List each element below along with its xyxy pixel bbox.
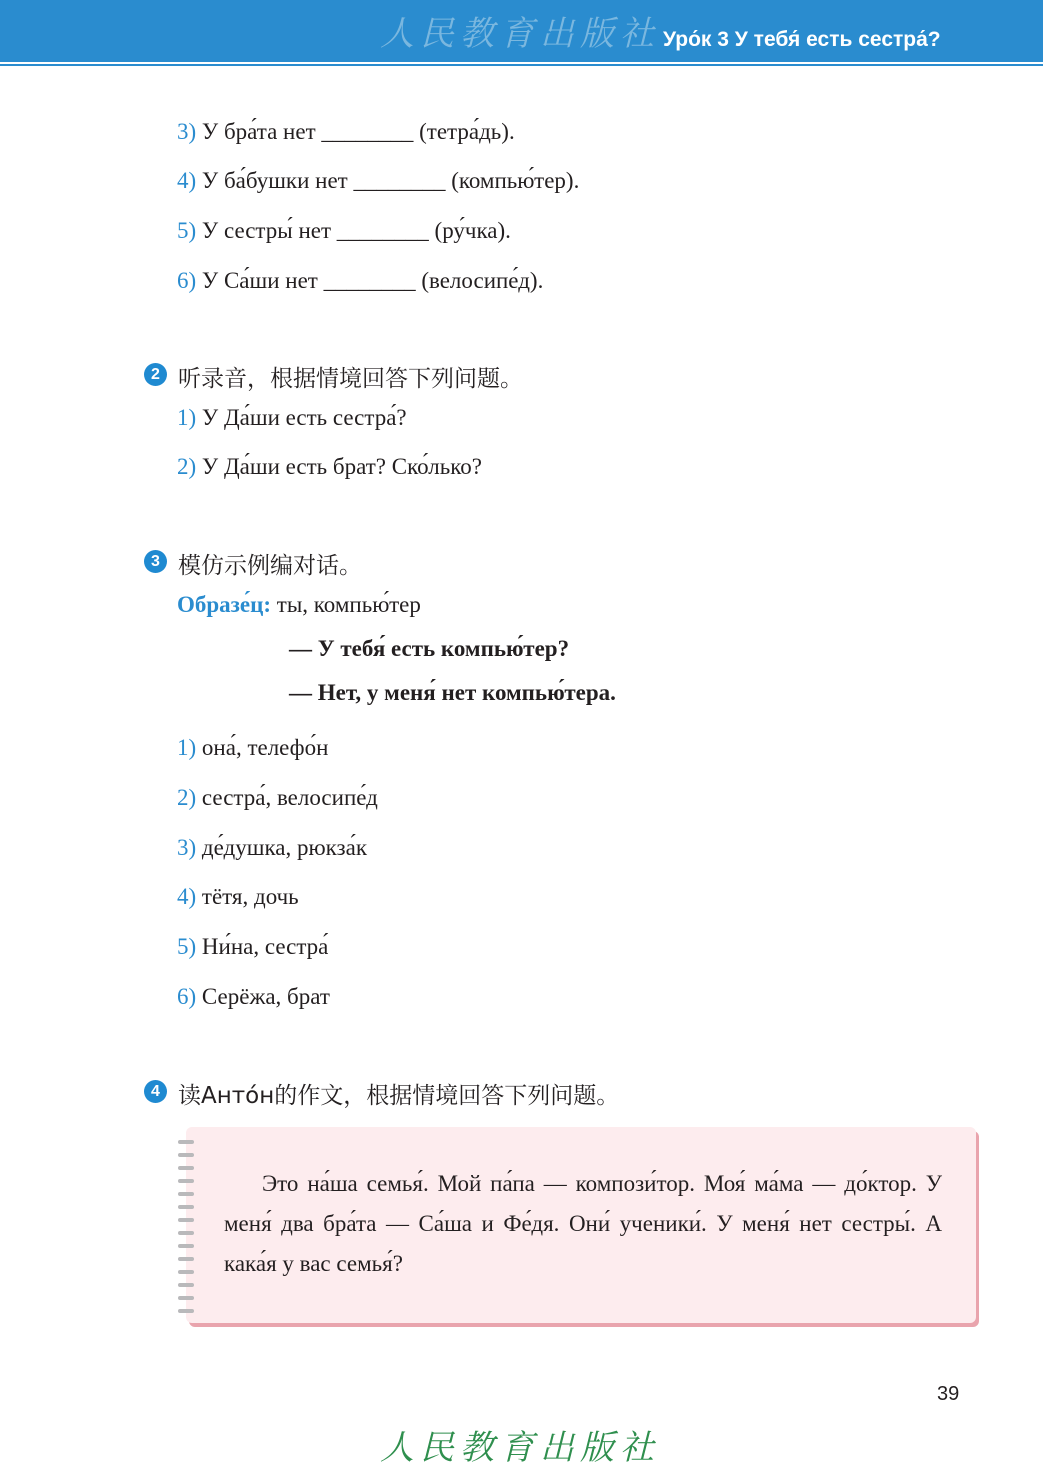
item-number: 6) [177, 268, 197, 293]
item-text: Серёжа, брат [201, 984, 330, 1009]
item-number: 4) [177, 884, 197, 909]
item-number: 2) [177, 454, 197, 479]
spiral-ring [178, 1257, 194, 1261]
spiral-ring [178, 1244, 194, 1248]
footer-publisher-logo: 人民教育出版社 [380, 1428, 660, 1468]
spiral-ring [178, 1205, 194, 1209]
spiral-ring [178, 1218, 194, 1222]
list-item [177, 268, 543, 294]
task-number-badge: 4 [144, 1080, 167, 1103]
item-number: 5) [177, 218, 197, 243]
item-text: У бра́та нет ________ (тетра́дь). [201, 119, 515, 144]
spiral-ring [178, 1283, 194, 1287]
item-number: 6) [177, 984, 197, 1009]
spiral-ring [178, 1231, 194, 1235]
sample-words: ты, компью́тер [271, 592, 421, 617]
item-number: 3) [177, 835, 197, 860]
task-instruction: 读Анто́н的作文，根据情境回答下列问题。 [178, 1083, 620, 1109]
sample-answer: — Нет, у меня́ нет компью́тера. [289, 680, 616, 705]
sample-question: — У тебя́ есть компью́тер? [289, 636, 570, 661]
list-item [177, 735, 328, 761]
list-item [177, 454, 482, 480]
spiral-ring [178, 1309, 194, 1313]
spiral-ring [178, 1192, 194, 1196]
list-item [177, 405, 407, 431]
task-number-badge: 3 [144, 550, 167, 573]
item-text: де́душка, рюкза́к [201, 835, 367, 860]
list-item [177, 934, 328, 960]
item-text: У Да́ши есть сестра́? [201, 405, 407, 430]
item-text: Ни́на, сестра́ [201, 934, 329, 959]
spiral-ring [178, 1179, 194, 1183]
reading-text: Это на́ша семья́. Мой па́па — компози́тор. Моя́ ма́ма — до́ктор. У меня́ два бра́та — Са́ша и Фе́дя. Они́ ученики́. У меня́ нет сестры́. А кака́я у вас семья́? [224, 1171, 942, 1276]
list-item [177, 835, 367, 861]
list-item [177, 984, 330, 1010]
item-text: она́, телефо́н [201, 735, 329, 760]
list-item [177, 218, 511, 244]
header-publisher-logo: 人民教育出版社 [380, 14, 660, 54]
spiral-ring [178, 1153, 194, 1157]
item-number: 3) [177, 119, 197, 144]
item-number: 1) [177, 735, 197, 760]
item-text: У Са́ши нет ________ (велосипе́д). [201, 268, 544, 293]
item-text: сестра́, велосипе́д [201, 785, 378, 810]
spiral-ring [178, 1296, 194, 1300]
list-item [177, 884, 299, 910]
item-number: 4) [177, 168, 197, 193]
task-number-badge: 2 [144, 363, 167, 386]
task-instruction: 听录音，根据情境回答下列问题。 [178, 366, 523, 392]
sample-line [177, 592, 421, 618]
item-text: У Да́ши есть брат? Ско́лько? [201, 454, 482, 479]
page-number: 39 [937, 1383, 960, 1405]
header-rule [0, 64, 1043, 66]
list-item [177, 785, 378, 811]
list-item [177, 119, 515, 145]
list-item [177, 168, 579, 194]
item-text: У ба́бушки нет ________ (компью́тер). [201, 168, 580, 193]
lesson-title: Уро́к 3 У тебя́ есть сестра́? [663, 28, 941, 51]
item-text: тётя, дочь [201, 884, 299, 909]
sample-label: Образе́ц: [177, 592, 272, 617]
item-number: 2) [177, 785, 197, 810]
item-number: 5) [177, 934, 197, 959]
task-instruction: 模仿示例编对话。 [178, 553, 362, 579]
item-text: У сестры́ нет ________ (ру́чка). [201, 218, 511, 243]
spiral-ring [178, 1140, 194, 1144]
item-number: 1) [177, 405, 197, 430]
spiral-ring [178, 1166, 194, 1170]
spiral-ring [178, 1270, 194, 1274]
